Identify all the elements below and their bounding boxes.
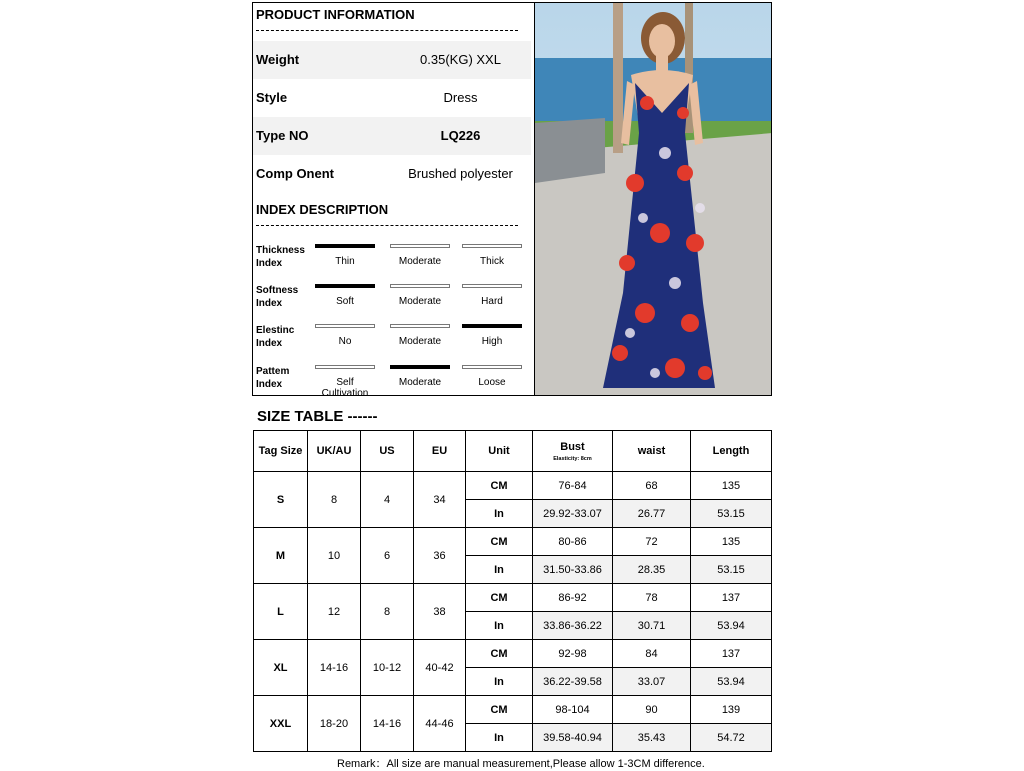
header-us: US — [361, 431, 414, 472]
length-cell: 137 — [691, 584, 772, 612]
index-option-label: Thick — [480, 256, 504, 267]
index-option — [314, 365, 376, 399]
index-option — [314, 244, 376, 267]
info-label: Weight — [256, 52, 300, 67]
uk-au-cell: 10 — [308, 528, 361, 584]
index-option-label: Soft — [336, 296, 354, 307]
header-waist: waist — [613, 431, 691, 472]
index-option — [461, 284, 523, 307]
index-bar — [462, 284, 522, 288]
eu-cell: 36 — [414, 528, 466, 584]
waist-cell: 72 — [613, 528, 691, 556]
unit-cell: In — [466, 500, 533, 528]
tag-size-cell: XL — [254, 640, 308, 696]
index-option — [314, 284, 376, 307]
index-option-label: Self Cultivation — [321, 377, 369, 399]
bust-elasticity-note: Elasticity: 8cm — [553, 455, 592, 462]
unit-cell: CM — [466, 584, 533, 612]
index-option — [461, 365, 523, 388]
index-label — [256, 244, 305, 270]
info-label: Style — [256, 90, 288, 105]
us-cell: 14-16 — [361, 696, 414, 752]
index-bar — [462, 365, 522, 369]
index-row — [253, 365, 533, 405]
tag-size-cell: XXL — [254, 696, 308, 752]
length-cell: 135 — [691, 528, 772, 556]
length-cell: 139 — [691, 696, 772, 724]
index-label-line1: Pattem — [256, 366, 290, 377]
index-option-label: No — [338, 336, 352, 347]
index-label-line2: Index — [256, 338, 283, 349]
index-label-line1: Elestinc — [256, 325, 295, 336]
table-row — [254, 640, 772, 668]
header-uk-au: UK/AU — [308, 431, 361, 472]
eu-cell: 34 — [414, 472, 466, 528]
index-row — [253, 324, 533, 364]
index-option — [389, 365, 451, 388]
bust-cell: 86-92 — [533, 584, 613, 612]
bust-cell: 33.86-36.22 — [533, 612, 613, 640]
info-label: Comp Onent — [256, 166, 334, 181]
index-option-label: Loose — [478, 377, 506, 388]
index-description-title: INDEX DESCRIPTION — [256, 202, 389, 217]
index-option — [389, 284, 451, 307]
index-option-label: High — [481, 336, 503, 347]
product-info-panel — [252, 2, 534, 399]
size-table — [253, 430, 772, 752]
size-table-body — [254, 472, 772, 752]
unit-cell: In — [466, 668, 533, 696]
info-label: Type NO — [256, 128, 309, 143]
header-unit: Unit — [466, 431, 533, 472]
header-length: Length — [691, 431, 772, 472]
bust-cell: 29.92-33.07 — [533, 500, 613, 528]
waist-cell: 90 — [613, 696, 691, 724]
index-option — [461, 324, 523, 347]
index-label-line2: Index — [256, 258, 283, 269]
uk-au-cell: 8 — [308, 472, 361, 528]
info-value: Brushed polyester — [408, 166, 513, 181]
us-cell: 4 — [361, 472, 414, 528]
info-row-weight — [253, 41, 531, 79]
unit-cell: CM — [466, 528, 533, 556]
header-tag-size: Tag Size — [254, 431, 308, 472]
tag-size-cell: L — [254, 584, 308, 640]
length-cell: 54.72 — [691, 724, 772, 752]
info-row-component — [253, 155, 531, 193]
index-option-label: Moderate — [398, 336, 442, 347]
index-bar — [390, 324, 450, 328]
us-cell: 8 — [361, 584, 414, 640]
tag-size-cell: S — [254, 472, 308, 528]
info-row-type-no — [253, 117, 531, 155]
index-bar — [315, 365, 375, 369]
index-option-label: Thin — [335, 256, 355, 267]
us-cell: 10-12 — [361, 640, 414, 696]
uk-au-cell: 14-16 — [308, 640, 361, 696]
eu-cell: 44-46 — [414, 696, 466, 752]
length-cell: 135 — [691, 472, 772, 500]
divider — [256, 30, 518, 31]
index-option — [314, 324, 376, 347]
index-bar — [390, 284, 450, 288]
waist-cell: 78 — [613, 584, 691, 612]
bust-cell: 76-84 — [533, 472, 613, 500]
table-row — [254, 472, 772, 500]
index-option-label: Hard — [481, 296, 503, 307]
index-label — [256, 284, 298, 310]
unit-cell: CM — [466, 640, 533, 668]
header-eu: EU — [414, 431, 466, 472]
length-cell: 137 — [691, 640, 772, 668]
waist-cell: 26.77 — [613, 500, 691, 528]
table-row — [254, 696, 772, 724]
unit-cell: In — [466, 612, 533, 640]
uk-au-cell: 12 — [308, 584, 361, 640]
unit-cell: CM — [466, 696, 533, 724]
header-bust-label: Bust — [560, 440, 585, 453]
info-row-style — [253, 79, 531, 117]
unit-cell: CM — [466, 472, 533, 500]
waist-cell: 84 — [613, 640, 691, 668]
product-info-title: PRODUCT INFORMATION — [256, 7, 415, 22]
waist-cell: 68 — [613, 472, 691, 500]
info-value: LQ226 — [440, 128, 481, 143]
index-option — [461, 244, 523, 267]
index-row — [253, 284, 533, 324]
index-label-line2: Index — [256, 298, 283, 309]
bust-cell: 98-104 — [533, 696, 613, 724]
dress-model-image — [535, 3, 772, 396]
waist-cell: 30.71 — [613, 612, 691, 640]
index-bar-selected — [315, 284, 375, 288]
length-cell: 53.94 — [691, 612, 772, 640]
index-bar — [315, 324, 375, 328]
index-option-label: Moderate — [398, 377, 442, 388]
eu-cell: 40-42 — [414, 640, 466, 696]
divider — [256, 225, 518, 226]
waist-cell: 33.07 — [613, 668, 691, 696]
index-option — [389, 324, 451, 347]
bust-cell: 92-98 — [533, 640, 613, 668]
index-bar — [390, 244, 450, 248]
table-row — [254, 584, 772, 612]
length-cell: 53.15 — [691, 500, 772, 528]
index-option-label: Moderate — [398, 296, 442, 307]
waist-cell: 28.35 — [613, 556, 691, 584]
tag-size-cell: M — [254, 528, 308, 584]
index-label-line1: Softness — [256, 285, 299, 296]
index-bar-selected — [315, 244, 375, 248]
bust-cell: 80-86 — [533, 528, 613, 556]
size-table-title: SIZE TABLE ------ — [257, 408, 378, 425]
us-cell: 6 — [361, 528, 414, 584]
eu-cell: 38 — [414, 584, 466, 640]
unit-cell: In — [466, 556, 533, 584]
bust-cell: 31.50-33.86 — [533, 556, 613, 584]
bust-cell: 39.58-40.94 — [533, 724, 613, 752]
length-cell: 53.94 — [691, 668, 772, 696]
bust-cell: 36.22-39.58 — [533, 668, 613, 696]
uk-au-cell: 18-20 — [308, 696, 361, 752]
info-value: Dress — [443, 90, 478, 105]
index-bar-selected — [462, 324, 522, 328]
index-option-label: Moderate — [398, 256, 442, 267]
waist-cell: 35.43 — [613, 724, 691, 752]
table-row — [254, 528, 772, 556]
header-bust — [533, 431, 613, 472]
length-cell: 53.15 — [691, 556, 772, 584]
info-value: 0.35(KG) XXL — [420, 52, 501, 67]
index-label — [256, 324, 294, 350]
index-bar — [462, 244, 522, 248]
index-label — [256, 365, 289, 391]
index-bar-selected — [390, 365, 450, 369]
product-photo — [534, 2, 772, 396]
remark-note: Remark：All size are manual measurement,Please allow 1-3CM difference. — [337, 758, 705, 770]
index-label-line2: Index — [256, 379, 283, 390]
unit-cell: In — [466, 724, 533, 752]
index-option — [389, 244, 451, 267]
index-label-line1: Thickness — [256, 245, 305, 256]
size-table-header — [254, 431, 772, 472]
index-row — [253, 244, 533, 284]
